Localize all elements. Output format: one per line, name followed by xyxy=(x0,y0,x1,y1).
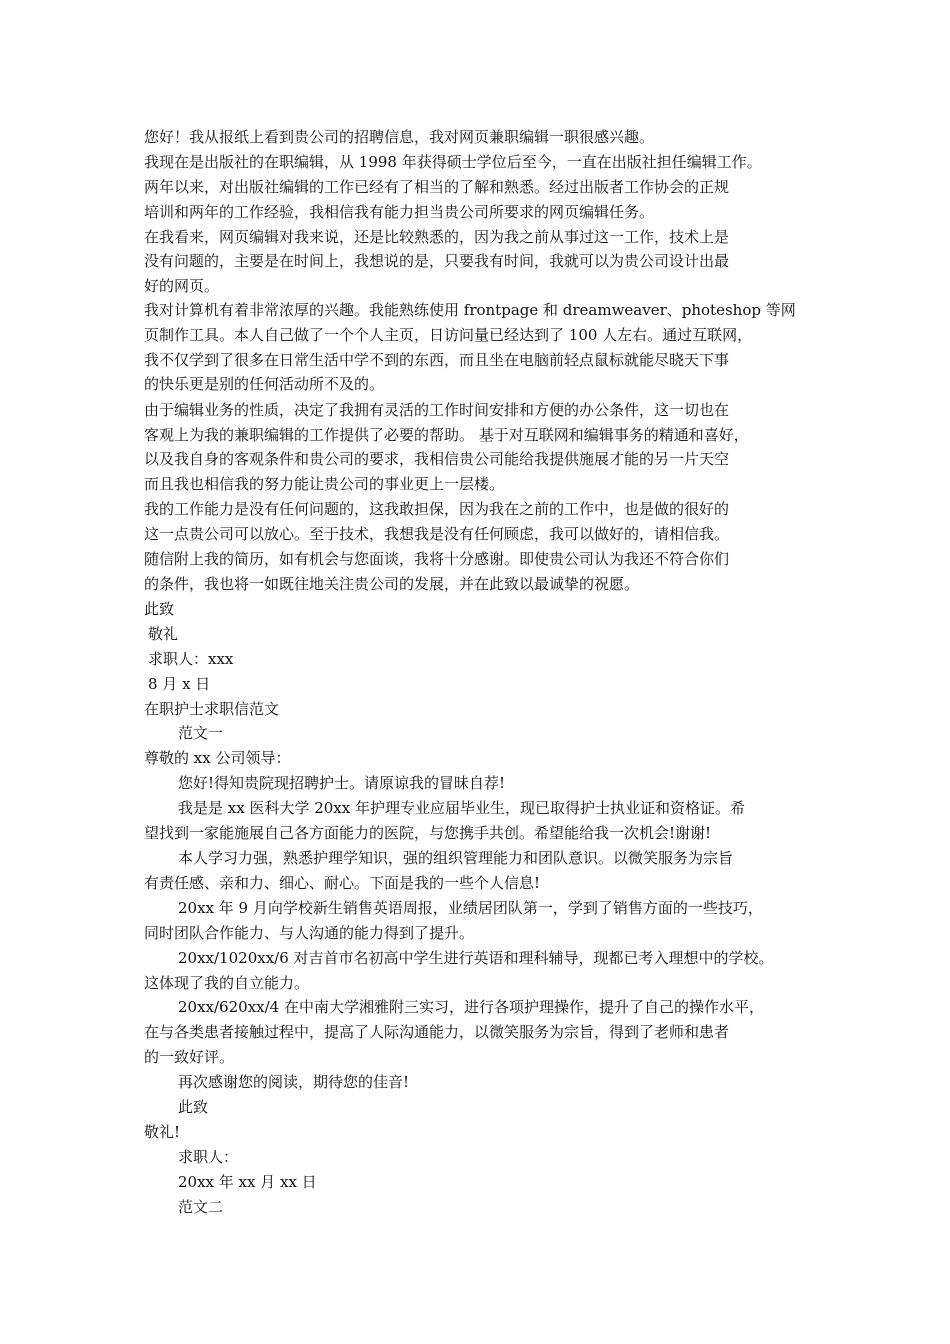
text-line: 您好！我从报纸上看到贵公司的招聘信息，我对网页兼职编辑一职很感兴趣。 xyxy=(144,128,655,146)
text-line: 我现在是出版社的在职编辑，从 1998 年获得硕士学位后至今，一直在出版社担任编辑工作。 xyxy=(144,153,762,171)
signature-line: 求职人： xyxy=(178,1148,239,1166)
text-line: 望找到一家能施展自己各方面能力的医院，与您携手共创。希望能给我一次机会!谢谢! xyxy=(144,824,712,842)
text-line: 而且我也相信我的努力能让贵公司的事业更上一层楼。 xyxy=(144,475,505,493)
text-line: 的快乐更是别的任何活动所不及的。 xyxy=(144,375,385,393)
text-line: 在与各类患者接触过程中，提高了人际沟通能力，以微笑服务为宗旨，得到了老师和患者 xyxy=(144,1023,730,1041)
sample-heading: 范文一 xyxy=(178,724,224,742)
text-line: 20xx 年 9 月向学校新生销售英语周报，业绩居团队第一，学到了销售方面的一些技巧， xyxy=(178,899,763,917)
date-line: 20xx 年 xx 月 xx 日 xyxy=(178,1173,317,1191)
salutation-line: 尊敬的 xx 公司领导： xyxy=(144,749,291,767)
text-line: 的一致好评。 xyxy=(144,1048,235,1066)
text-line: 有责任感、亲和力、细心、耐心。下面是我的一些个人信息! xyxy=(144,874,541,892)
text-line: 您好!得知贵院现招聘护士。请原谅我的冒昧自荐! xyxy=(178,774,506,792)
closing-line: 敬礼 xyxy=(148,625,179,643)
text-line: 我的工作能力是没有任何问题的，这我敢担保，因为我在之前的工作中，也是做的很好的 xyxy=(144,500,730,518)
signature-line: 求职人：xxx xyxy=(148,650,234,668)
section-title: 在职护士求职信范文 xyxy=(144,700,280,718)
text-line: 我对计算机有着非常浓厚的兴趣。我能熟练使用 frontpage 和 dreamweaver、photeshop 等网 xyxy=(144,301,796,319)
text-line: 本人学习力强，熟悉护理学知识，强的组织管理能力和团队意识。以微笑服务为宗旨 xyxy=(178,849,734,867)
closing-line: 此致 xyxy=(144,600,175,618)
text-line: 再次感谢您的阅读，期待您的佳音! xyxy=(178,1073,410,1091)
closing-line: 此致 xyxy=(178,1098,209,1116)
text-line: 同时团队合作能力、与人沟通的能力得到了提升。 xyxy=(144,924,475,942)
text-line: 培训和两年的工作经验，我相信我有能力担当贵公司所要求的网页编辑任务。 xyxy=(144,203,655,221)
closing-line: 敬礼! xyxy=(144,1123,181,1141)
text-line: 好的网页。 xyxy=(144,277,220,295)
text-line: 这一点贵公司可以放心。至于技术，我想我是没有任何顾虑，我可以做好的，请相信我。 xyxy=(144,525,730,543)
date-line: 8 月 x 日 xyxy=(148,675,211,693)
text-line: 我不仅学到了很多在日常生活中学不到的东西，而且坐在电脑前轻点鼠标就能尽晓天下事 xyxy=(144,351,730,369)
text-line: 我是是 xx 医科大学 20xx 年护理专业应届毕业生，现已取得护士执业证和资格证。希 xyxy=(178,799,746,817)
text-line: 以及我自身的客观条件和贵公司的要求，我相信贵公司能给我提供施展才能的另一片天空 xyxy=(144,450,730,468)
text-line: 页制作工具。本人自己做了一个个人主页，日访问量已经达到了 100 人左右。通过互联网， xyxy=(144,326,753,344)
text-line: 客观上为我的兼职编辑的工作提供了必要的帮助。 基于对互联网和编辑事务的精通和喜好， xyxy=(144,426,749,444)
text-line: 这体现了我的自立能力。 xyxy=(144,974,310,992)
sample-heading: 范文二 xyxy=(178,1198,224,1216)
text-line: 没有问题的，主要是在时间上，我想说的是，只要我有时间，我就可以为贵公司设计出最 xyxy=(144,252,730,270)
text-line: 两年以来，对出版社编辑的工作已经有了相当的了解和熟悉。经过出版者工作协会的正规 xyxy=(144,178,730,196)
text-line: 20xx/1020xx/6 对吉首市名初高中学生进行英语和理科辅导，现都已考入理想中的学校。 xyxy=(178,949,774,967)
text-line: 20xx/620xx/4 在中南大学湘雅附三实习，进行各项护理操作，提升了自己的操作水平， xyxy=(178,998,764,1016)
text-line: 在我看来，网页编辑对我来说，还是比较熟悉的，因为我之前从事过这一工作，技术上是 xyxy=(144,228,730,246)
text-line: 由于编辑业务的性质，决定了我拥有灵活的工作时间安排和方便的办公条件，这一切也在 xyxy=(144,401,730,419)
text-line: 随信附上我的简历，如有机会与您面谈，我将十分感谢。即使贵公司认为我还不符合你们 xyxy=(144,550,730,568)
text-line: 的条件，我也将一如既往地关注贵公司的发展，并在此致以最诚挚的祝愿。 xyxy=(144,575,640,593)
